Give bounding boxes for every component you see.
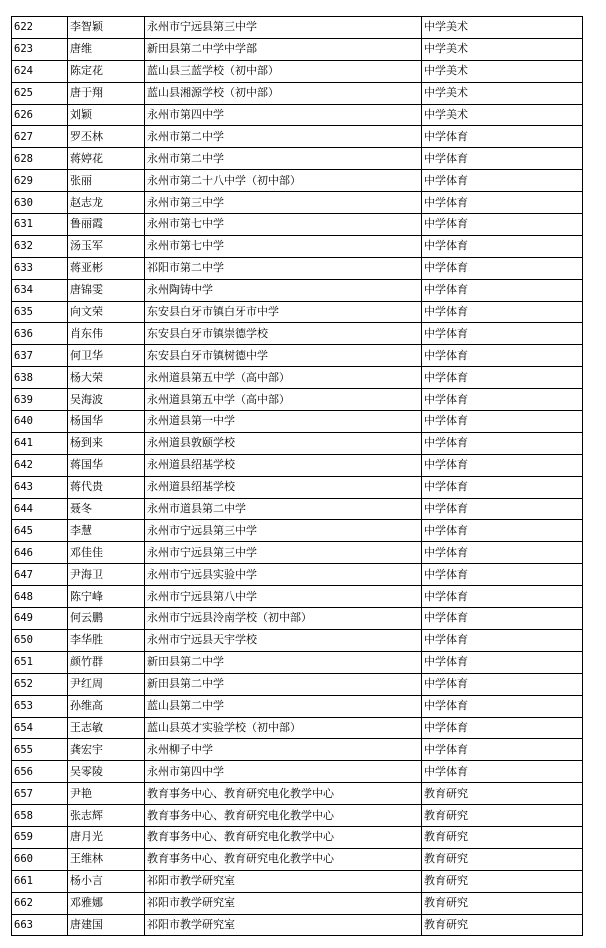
table-row [12,476,583,498]
subject-cell: 中学体育 [422,432,583,454]
roster-table-body [12,17,583,936]
teacher-name-cell: 李慧 [68,520,145,542]
row-number-cell: 656 [12,761,68,783]
row-number-cell: 645 [12,520,68,542]
teacher-name-cell: 陈宁峰 [68,586,145,608]
subject-cell: 中学美术 [422,17,583,39]
teacher-name-cell: 杨小言 [68,870,145,892]
school-cell: 永州道县第一中学 [145,411,422,433]
teacher-name-cell: 李智颖 [68,17,145,39]
table-row [12,82,583,104]
school-cell: 永州市第二中学 [145,126,422,148]
teacher-name-cell: 吴零陵 [68,761,145,783]
subject-cell: 中学体育 [422,520,583,542]
subject-cell: 教育研究 [422,892,583,914]
school-cell: 永州市第三中学 [145,192,422,214]
table-row [12,432,583,454]
subject-cell: 中学体育 [422,411,583,433]
teacher-name-cell: 蒋亚彬 [68,257,145,279]
row-number-cell: 635 [12,301,68,323]
row-number-cell: 646 [12,542,68,564]
teacher-name-cell: 尹海卫 [68,564,145,586]
school-cell: 永州市宁远县泠南学校（初中部） [145,608,422,630]
subject-cell: 教育研究 [422,805,583,827]
table-row [12,914,583,936]
teacher-name-cell: 唐维 [68,38,145,60]
row-number-cell: 647 [12,564,68,586]
teacher-name-cell: 杨大荣 [68,367,145,389]
subject-cell: 中学体育 [422,257,583,279]
school-cell: 东安县白牙市镇崇德学校 [145,323,422,345]
teacher-name-cell: 张丽 [68,170,145,192]
school-cell: 教育事务中心、教育研究电化教学中心 [145,805,422,827]
row-number-cell: 660 [12,848,68,870]
table-row [12,323,583,345]
row-number-cell: 657 [12,783,68,805]
subject-cell: 中学体育 [422,761,583,783]
teacher-name-cell: 蒋婷花 [68,148,145,170]
table-row [12,192,583,214]
subject-cell: 中学体育 [422,651,583,673]
table-row [12,586,583,608]
school-cell: 永州道县绍基学校 [145,476,422,498]
subject-cell: 中学体育 [422,564,583,586]
teacher-name-cell: 杨国华 [68,411,145,433]
school-cell: 永州陶铸中学 [145,279,422,301]
table-row [12,761,583,783]
subject-cell: 中学体育 [422,454,583,476]
school-cell: 祁阳市教学研究室 [145,892,422,914]
school-cell: 教育事务中心、教育研究电化教学中心 [145,783,422,805]
school-cell: 新田县第二中学 [145,673,422,695]
table-row [12,608,583,630]
teacher-name-cell: 邓佳佳 [68,542,145,564]
subject-cell: 中学体育 [422,629,583,651]
table-row [12,257,583,279]
row-number-cell: 625 [12,82,68,104]
school-cell: 永州道县敦颐学校 [145,432,422,454]
row-number-cell: 630 [12,192,68,214]
table-row [12,783,583,805]
table-row [12,454,583,476]
teacher-name-cell: 邓雅娜 [68,892,145,914]
teacher-name-cell: 蒋国华 [68,454,145,476]
table-row [12,17,583,39]
subject-cell: 中学美术 [422,38,583,60]
table-row [12,301,583,323]
table-row [12,126,583,148]
school-cell: 永州市第四中学 [145,104,422,126]
table-row [12,848,583,870]
table-row [12,805,583,827]
row-number-cell: 652 [12,673,68,695]
teacher-name-cell: 聂冬 [68,498,145,520]
subject-cell: 中学美术 [422,60,583,82]
subject-cell: 中学体育 [422,717,583,739]
subject-cell: 教育研究 [422,848,583,870]
table-row [12,542,583,564]
table-row [12,389,583,411]
table-row [12,826,583,848]
subject-cell: 中学美术 [422,104,583,126]
school-cell: 蓝山县第二中学 [145,695,422,717]
teacher-name-cell: 蒋代贵 [68,476,145,498]
subject-cell: 中学体育 [422,695,583,717]
table-row [12,235,583,257]
table-row [12,345,583,367]
subject-cell: 教育研究 [422,914,583,936]
subject-cell: 中学体育 [422,148,583,170]
teacher-name-cell: 张志辉 [68,805,145,827]
table-row [12,673,583,695]
row-number-cell: 641 [12,432,68,454]
subject-cell: 中学体育 [422,126,583,148]
teacher-name-cell: 罗丕林 [68,126,145,148]
table-row [12,695,583,717]
school-cell: 永州道县绍基学校 [145,454,422,476]
school-cell: 永州道县第五中学（高中部） [145,389,422,411]
teacher-name-cell: 李华胜 [68,629,145,651]
school-cell: 永州市宁远县第八中学 [145,586,422,608]
teacher-name-cell: 唐于翔 [68,82,145,104]
table-row [12,367,583,389]
school-cell: 永州市第七中学 [145,235,422,257]
row-number-cell: 632 [12,235,68,257]
subject-cell: 中学体育 [422,170,583,192]
teacher-name-cell: 赵志龙 [68,192,145,214]
school-cell: 新田县第二中学中学部 [145,38,422,60]
school-cell: 永州市第二十八中学（初中部） [145,170,422,192]
row-number-cell: 628 [12,148,68,170]
subject-cell: 教育研究 [422,826,583,848]
row-number-cell: 637 [12,345,68,367]
teacher-name-cell: 唐建国 [68,914,145,936]
school-cell: 永州市宁远县第三中学 [145,520,422,542]
table-row [12,104,583,126]
row-number-cell: 654 [12,717,68,739]
row-number-cell: 662 [12,892,68,914]
table-row [12,411,583,433]
table-row [12,148,583,170]
subject-cell: 中学体育 [422,542,583,564]
table-row [12,60,583,82]
school-cell: 蓝山县英才实验学校（初中部） [145,717,422,739]
subject-cell: 教育研究 [422,783,583,805]
table-row [12,279,583,301]
teacher-name-cell: 龚宏宇 [68,739,145,761]
row-number-cell: 653 [12,695,68,717]
teacher-name-cell: 吴海波 [68,389,145,411]
row-number-cell: 661 [12,870,68,892]
teacher-name-cell: 尹红周 [68,673,145,695]
roster-table [11,16,583,936]
row-number-cell: 623 [12,38,68,60]
table-row [12,498,583,520]
row-number-cell: 640 [12,411,68,433]
row-number-cell: 658 [12,805,68,827]
school-cell: 东安县白牙市镇白牙市中学 [145,301,422,323]
school-cell: 永州道县第五中学（高中部） [145,367,422,389]
row-number-cell: 643 [12,476,68,498]
table-row [12,170,583,192]
table-row [12,520,583,542]
subject-cell: 中学体育 [422,673,583,695]
school-cell: 永州市宁远县天宇学校 [145,629,422,651]
row-number-cell: 655 [12,739,68,761]
teacher-name-cell: 唐锦雯 [68,279,145,301]
teacher-name-cell: 肖东伟 [68,323,145,345]
teacher-name-cell: 颜竹群 [68,651,145,673]
school-cell: 永州市第二中学 [145,148,422,170]
teacher-name-cell: 尹艳 [68,783,145,805]
subject-cell: 中学美术 [422,82,583,104]
subject-cell: 中学体育 [422,476,583,498]
table-row [12,651,583,673]
subject-cell: 中学体育 [422,301,583,323]
teacher-name-cell: 唐月光 [68,826,145,848]
row-number-cell: 629 [12,170,68,192]
row-number-cell: 624 [12,60,68,82]
school-cell: 教育事务中心、教育研究电化教学中心 [145,826,422,848]
subject-cell: 中学体育 [422,192,583,214]
teacher-name-cell: 何卫华 [68,345,145,367]
school-cell: 东安县白牙市镇树德中学 [145,345,422,367]
school-cell: 永州柳子中学 [145,739,422,761]
school-cell: 永州市宁远县第三中学 [145,17,422,39]
subject-cell: 中学体育 [422,608,583,630]
row-number-cell: 651 [12,651,68,673]
row-number-cell: 659 [12,826,68,848]
row-number-cell: 639 [12,389,68,411]
teacher-name-cell: 王志敏 [68,717,145,739]
row-number-cell: 642 [12,454,68,476]
table-row [12,629,583,651]
school-cell: 教育事务中心、教育研究电化教学中心 [145,848,422,870]
table-row [12,564,583,586]
subject-cell: 中学体育 [422,214,583,236]
teacher-name-cell: 何云鹏 [68,608,145,630]
teacher-name-cell: 鲁丽霞 [68,214,145,236]
school-cell: 永州市宁远县第三中学 [145,542,422,564]
row-number-cell: 644 [12,498,68,520]
subject-cell: 教育研究 [422,870,583,892]
row-number-cell: 633 [12,257,68,279]
subject-cell: 中学体育 [422,279,583,301]
subject-cell: 中学体育 [422,235,583,257]
school-cell: 蓝山县湘源学校（初中部） [145,82,422,104]
teacher-name-cell: 向文荣 [68,301,145,323]
subject-cell: 中学体育 [422,323,583,345]
subject-cell: 中学体育 [422,739,583,761]
row-number-cell: 648 [12,586,68,608]
teacher-name-cell: 刘颖 [68,104,145,126]
school-cell: 永州市道县第二中学 [145,498,422,520]
document-page [11,16,582,936]
school-cell: 祁阳市教学研究室 [145,870,422,892]
row-number-cell: 631 [12,214,68,236]
teacher-name-cell: 孙维高 [68,695,145,717]
school-cell: 蓝山县三蓝学校（初中部） [145,60,422,82]
teacher-name-cell: 王维林 [68,848,145,870]
table-row [12,38,583,60]
table-row [12,717,583,739]
row-number-cell: 627 [12,126,68,148]
subject-cell: 中学体育 [422,345,583,367]
subject-cell: 中学体育 [422,389,583,411]
table-row [12,870,583,892]
row-number-cell: 634 [12,279,68,301]
row-number-cell: 636 [12,323,68,345]
subject-cell: 中学体育 [422,498,583,520]
subject-cell: 中学体育 [422,586,583,608]
subject-cell: 中学体育 [422,367,583,389]
school-cell: 永州市第四中学 [145,761,422,783]
school-cell: 永州市宁远县实验中学 [145,564,422,586]
row-number-cell: 622 [12,17,68,39]
row-number-cell: 663 [12,914,68,936]
school-cell: 祁阳市第二中学 [145,257,422,279]
table-row [12,892,583,914]
school-cell: 永州市第七中学 [145,214,422,236]
table-row [12,214,583,236]
teacher-name-cell: 杨到来 [68,432,145,454]
school-cell: 祁阳市教学研究室 [145,914,422,936]
teacher-name-cell: 汤玉军 [68,235,145,257]
row-number-cell: 650 [12,629,68,651]
row-number-cell: 626 [12,104,68,126]
row-number-cell: 649 [12,608,68,630]
row-number-cell: 638 [12,367,68,389]
school-cell: 新田县第二中学 [145,651,422,673]
teacher-name-cell: 陈定花 [68,60,145,82]
table-row [12,739,583,761]
